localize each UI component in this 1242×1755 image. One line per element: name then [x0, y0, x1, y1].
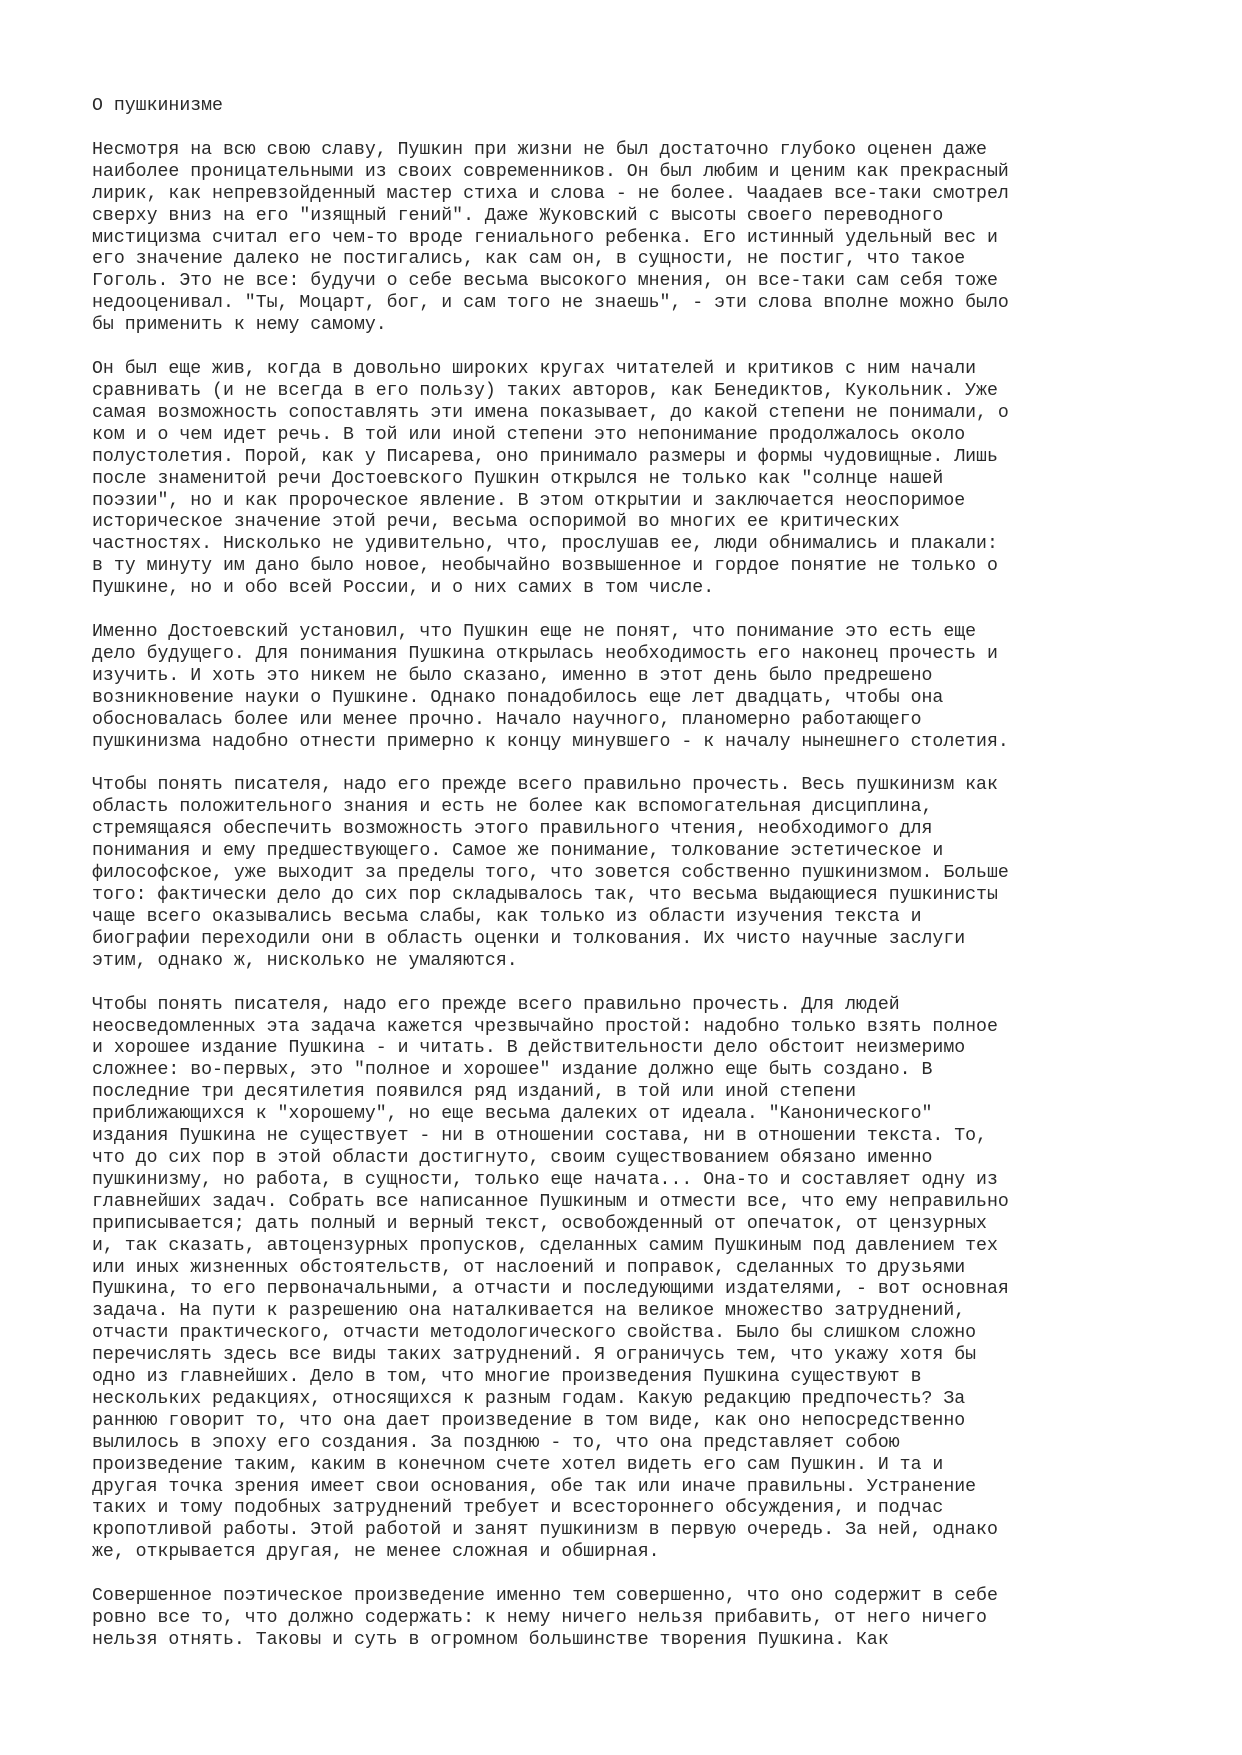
- document-page: [92, 96, 1152, 1674]
- text-line: издания Пушкина не существует - ни в отношении состава, ни в отношении текста. То,: [92, 1126, 987, 1147]
- text-line: Пушкине, но и обо всей России, и о них самих в том числе.: [92, 578, 715, 599]
- paragraph-4: [92, 775, 1152, 972]
- text-line: историческое значение этой речи, весьма оспоримой во многих ее критических: [92, 512, 900, 533]
- text-line: что до сих пор в этой области достигнуто, своим существованием обязано именно: [92, 1147, 933, 1168]
- text-line: возникновение науки о Пушкине. Однако понадобилось еще лет двадцать, чтобы она: [92, 687, 944, 708]
- text-line: отчасти практического, отчасти методологического свойства. Было бы слишком сложно: [92, 1323, 977, 1344]
- text-line: мистицизма считал его чем-то вроде гениального ребенка. Его истинный удельный вес и: [92, 227, 998, 248]
- text-line: понимания и ему предшествующего. Самое же понимание, толкование эстетическое и: [92, 841, 944, 862]
- text-line: его значение далеко не постигались, как сам он, в сущности, не постиг, что такое: [92, 249, 966, 270]
- text-line: и, так сказать, автоцензурных пропусков, сделанных самим Пушкиным под давлением тех: [92, 1235, 998, 1256]
- text-line: поэзии", но и как пророческое явление. В этом открытии и заключается неоспоримое: [92, 490, 966, 511]
- text-line: изучить. И хоть это никем не было сказано, именно в этот день было предрешено: [92, 665, 933, 686]
- text-line: приписывается; дать полный и верный текст, освобожденный от опечаток, от цензурных: [92, 1213, 987, 1234]
- text-line: Чтобы понять писателя, надо его прежде всего правильно прочесть. Для людей: [92, 994, 900, 1015]
- text-line: перечислять здесь все виды таких затруднений. Я ограничусь тем, что укажу хотя бы: [92, 1345, 977, 1366]
- text-line: бы применить к нему самому.: [92, 315, 387, 336]
- text-line: того: фактически дело до сих пор складывалось так, что весьма выдающиеся пушкинисты: [92, 885, 998, 905]
- text-line: недооценивал. "Ты, Моцарт, бог, и сам того не знаешь", - эти слова вполне можно было: [92, 293, 1009, 314]
- paragraph-6: [92, 1586, 1152, 1652]
- text-line: Он был еще жив, когда в довольно широких кругах читателей и критиков с ним начали: [92, 359, 977, 380]
- text-line: самая возможность сопоставлять эти имена показывает, до какой степени не понимали, о: [92, 402, 1009, 423]
- text-line: стремящаяся обеспечить возможность этого правильного чтения, необходимого для: [92, 819, 933, 840]
- text-line: одно из главнейших. Дело в том, что многие произведения Пушкина существуют в: [92, 1367, 922, 1388]
- text-line: в ту минуту им дано было новое, необычайно возвышенное и гордое понятие не только о: [92, 556, 998, 577]
- text-line: биографии переходили они в область оценки и толкования. Их чисто научные заслуги: [92, 928, 966, 949]
- text-line: раннюю говорит то, что она дает произведение в том виде, как оно непосредственно: [92, 1410, 966, 1431]
- text-line: задача. На пути к разрешению она наталкивается на великое множество затруднений,: [92, 1301, 966, 1322]
- text-line: таких и тому подобных затруднений требует и всестороннего обсуждения, и подчас: [92, 1498, 944, 1519]
- text-line: обосновалась более или менее прочно. Начало научного, планомерно работающего: [92, 709, 922, 730]
- text-line: пушкинизма надобно отнести примерно к концу минувшего - к началу нынешнего столетия.: [92, 731, 1009, 752]
- text-line: вылилось в эпоху его создания. За позднюю - то, что она представляет собою: [92, 1432, 900, 1453]
- text-line: Несмотря на всю свою славу, Пушкин при жизни не был достаточно глубоко оценен даже: [92, 139, 987, 160]
- text-line: Совершенное поэтическое произведение именно тем совершенно, что оно содержит в себе: [92, 1586, 998, 1607]
- text-line: чаще всего оказывались весьма слабы, как только из области изучения текста и: [92, 906, 922, 927]
- paragraph-5: [92, 995, 1152, 1565]
- paragraph-3: [92, 622, 1152, 753]
- text-line: приближающихся к "хорошему", но еще весьма далеких от идеала. "Канонического": [92, 1104, 933, 1125]
- text-line: Гоголь. Это не все: будучи о себе весьма высокого мнения, он все-таки сам себя тоже: [92, 271, 998, 292]
- text-line: Пушкина, то его первоначальными, а отчасти и последующими издателями, - вот основная: [92, 1279, 1009, 1300]
- text-line: сверху вниз на его "изящный гений". Даже Жуковский с высоты своего переводного: [92, 205, 944, 226]
- paragraph-1: [92, 140, 1152, 337]
- text-line: или иных жизненных обстоятельств, от наслоений и поправок, сделанных то друзьями: [92, 1257, 966, 1278]
- text-line: пушкинизму, но работа, в сущности, только еще начата... Она-то и составляет одну из: [92, 1169, 998, 1190]
- text-line: сложнее: во-первых, это "полное и хорошее" издание должно еще быть создано. В: [92, 1060, 933, 1081]
- text-line: дело будущего. Для понимания Пушкина открылась необходимость его наконец прочесть и: [92, 643, 998, 664]
- text-line: кропотливой работы. Этой работой и занят пушкинизм в первую очередь. За ней, однако: [92, 1520, 998, 1541]
- text-line: последние три десятилетия появился ряд изданий, в той или иной степени: [92, 1082, 856, 1103]
- text-line: наиболее проницательными из своих современников. Он был любим и ценим как прекрасный: [92, 161, 1009, 182]
- text-line: произведение таким, каким в конечном счете хотел видеть его сам Пушкин. И та и: [92, 1454, 944, 1475]
- text-line: и хорошее издание Пушкина - и читать. В действительности дело обстоит неизмеримо: [92, 1038, 966, 1059]
- text-line: частностях. Нисколько не удивительно, что, прослушав ее, люди обнимались и плакали:: [92, 534, 998, 555]
- text-line: нельзя отнять. Таковы и суть в огромном большинстве творения Пушкина. Как: [92, 1630, 889, 1650]
- document-title: О пушкинизме: [92, 96, 223, 116]
- text-line: ровно все то, что должно содержать: к нему ничего нельзя прибавить, от него ничего: [92, 1608, 987, 1629]
- text-line: этим, однако ж, нисколько не умаляются.: [92, 950, 518, 971]
- text-line: область положительного знания и есть не более как вспомогательная дисциплина,: [92, 797, 933, 818]
- paragraph-2: [92, 359, 1152, 600]
- text-line: философское, уже выходит за пределы того, что зовется собственно пушкинизмом. Больше: [92, 863, 1009, 884]
- text-line: Именно Достоевский установил, что Пушкин еще не понят, что понимание это есть еще: [92, 622, 977, 643]
- text-line: сравнивать (и не всегда в его пользу) таких авторов, как Бенедиктов, Кукольник. Уже: [92, 380, 998, 401]
- text-line: Чтобы понять писателя, надо его прежде всего правильно прочесть. Весь пушкинизм как: [92, 775, 998, 796]
- text-line: же, открывается другая, не менее сложная и обширная.: [92, 1542, 660, 1563]
- text-line: неосведомленных эта задача кажется чрезвычайно простой: надобно только взять полное: [92, 1016, 998, 1037]
- text-line: нескольких редакциях, относящихся к разным годам. Какую редакцию предпочесть? За: [92, 1388, 966, 1409]
- text-line: полустолетия. Порой, как у Писарева, оно принимало размеры и формы чудовищные. Лишь: [92, 446, 998, 467]
- text-line: другая точка зрения имеет свои основания, обе так или иначе правильны. Устранение: [92, 1476, 977, 1497]
- text-line: ком и о чем идет речь. В той или иной степени это непонимание продолжалось около: [92, 424, 966, 445]
- text-line: после знаменитой речи Достоевского Пушкин открылся не только как "солнце нашей: [92, 468, 944, 489]
- text-line: лирик, как непревзойденный мастер стиха и слова - не более. Чаадаев все-таки смотрел: [92, 183, 1009, 204]
- text-line: главнейших задач. Собрать все написанное Пушкиным и отмести все, что ему неправильно: [92, 1191, 1009, 1212]
